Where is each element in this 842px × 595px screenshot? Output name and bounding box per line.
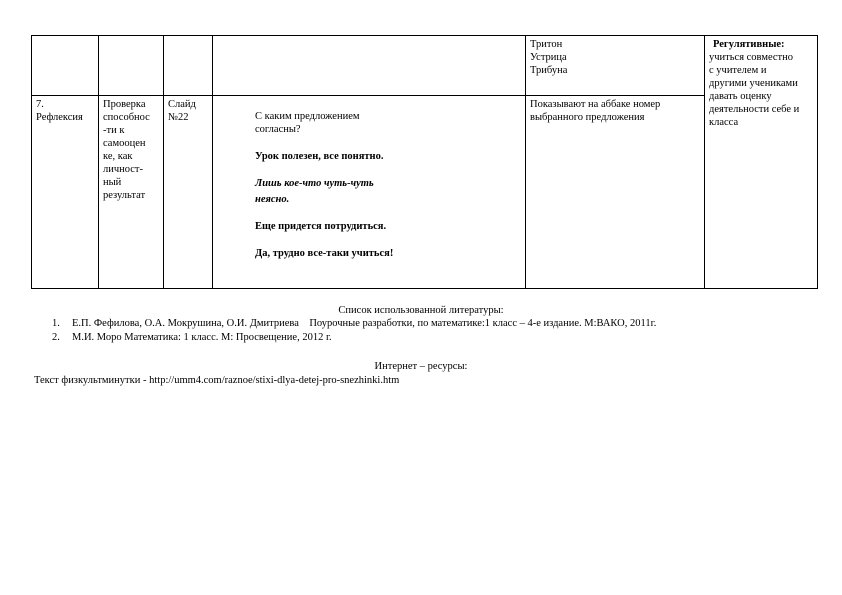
answer-word: Трибуна (530, 65, 568, 76)
internet-title: Интернет – ресурсы: (374, 361, 468, 372)
question-line: согласны? (255, 124, 301, 135)
student-activity-cell (526, 96, 705, 289)
literature-item (52, 318, 656, 329)
table-row (32, 36, 818, 96)
slide-cell (164, 96, 213, 289)
regulative-title: Регулятивные: (713, 39, 785, 50)
literature-item (52, 332, 332, 343)
stage-number: 7. (36, 99, 44, 110)
option-2 (255, 177, 521, 206)
goal-line: Проверка (103, 99, 146, 110)
option-2-line: неясно. (255, 194, 290, 205)
regulative-line: с учителем и (709, 65, 767, 76)
regulative-line: другими учениками (709, 78, 798, 89)
goal-line: результат (103, 190, 146, 201)
student-activity-cell (526, 36, 705, 96)
slide-cell (164, 36, 213, 96)
goal-line: способнос (103, 112, 150, 123)
list-number: 1. (52, 318, 60, 329)
literature-text: Е.П. Фефилова, О.А. Мокрушина, О.И. Дмитриева Поурочные разработки, по математике:1 класс – 4-е издание. М:ВАКО, 2011г. (72, 318, 657, 329)
goal-line: -ти к (103, 125, 125, 136)
table-row (32, 96, 818, 289)
question-line: С каким предложением (255, 111, 360, 122)
option-3: Еще придется потрудиться. (255, 221, 387, 232)
student-line: выбранного предложения (530, 112, 645, 123)
goal-cell (99, 96, 164, 289)
teacher-activity-cell (213, 36, 526, 96)
goal-line: личност- (103, 164, 144, 175)
option-4: Да, трудно все-таки учиться! (255, 248, 394, 259)
teacher-activity-cell (213, 96, 526, 289)
option-2-line: Лишь кое-что чуть-чуть (255, 178, 374, 189)
student-line: Показывают на аббаке номер (530, 99, 661, 110)
goal-line: самооцен (103, 138, 146, 149)
list-number: 2. (52, 332, 60, 343)
option-1: Урок полезен, все понятно. (255, 151, 384, 162)
goal-line: ке, как (103, 151, 133, 162)
goal-line: ный (103, 177, 122, 188)
stage-cell (32, 36, 99, 96)
regulative-line: деятельности себе и (709, 104, 800, 115)
literature-title: Список использованной литературы: (338, 305, 504, 316)
regulative-line: класса (709, 117, 739, 128)
regulative-line: давать оценку (709, 91, 772, 102)
slide-label: Слайд (168, 99, 196, 110)
goal-cell (99, 36, 164, 96)
regulative-line: учиться совместно (709, 52, 794, 63)
stage-cell (32, 96, 99, 289)
stage-title: Рефлексия (36, 112, 83, 123)
slide-number: №22 (168, 112, 189, 123)
answer-word: Тритон (530, 39, 563, 50)
answer-word: Устрица (530, 52, 567, 63)
literature-text: М.И. Моро Математика: 1 класс. М: Просвещение, 2012 г. (72, 332, 332, 343)
uud-cell (705, 36, 818, 289)
lesson-table (31, 35, 818, 289)
question (255, 110, 521, 136)
internet-line: Текст физкультминутки - http://umm4.com/raznoe/stixi-dlya-detej-pro-snezhinki.htm (34, 375, 400, 386)
